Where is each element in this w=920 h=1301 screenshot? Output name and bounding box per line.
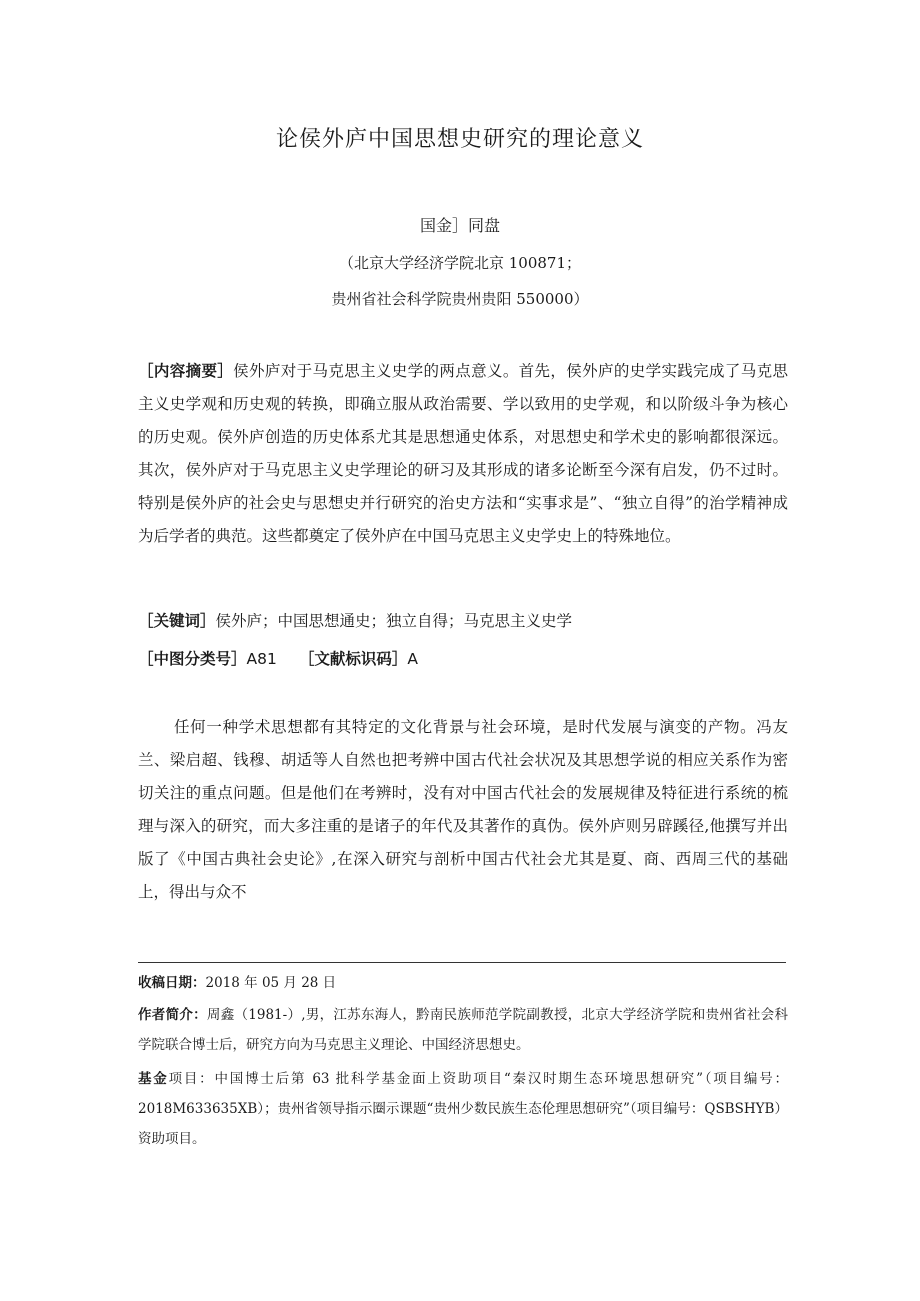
abstract-label: ［内容摘要］ (138, 362, 234, 380)
footnote-author (138, 1000, 788, 1060)
doc-code-label: ［文献标识码］ (298, 650, 408, 668)
keywords (138, 606, 788, 636)
received-label: 收稿日期： (138, 975, 206, 991)
clc-label: ［中图分类号］ (138, 650, 247, 668)
affiliation-line-1: （北京大学经济学院北京 100871； (338, 254, 582, 272)
abstract-text: 侯外庐对于马克思主义史学的两点意义。首先，侯外庐的史学实践完成了马克思主义史学观和历史观的转换，即确立服从政治需要、学以致用的史学观，和以阶级斗争为核心的历史观。侯外庐创造的历史体系尤其是思想通史体系，对思想史和学术史的影响都很深远。其次，侯外庐对于马克思主义史学理论的研习及其形成的诸多论断至今深有启发，仍不过时。特别是侯外庐的社会史与思想史并行研究的治史方法和“实事求是”、“独立自得”的治学精神成为后学者的典范。这些都奠定了侯外庐在中国马克思主义史学史上的特殊地位。 (138, 362, 788, 545)
body-paragraph: 任何一种学术思想都有其特定的文化背景与社会环境，是时代发展与演变的产物。冯友兰、梁启超、钱穆、胡适等人自然也把考辨中国古代社会状况及其思想学说的相应关系作为密切关注的重点问题。但是他们在考辨时，没有对中国古代社会的发展规律及特征进行系统的梳理与深入的研究，而大多注重的是诸子的年代及其著作的真伪。侯外庐则另辟蹊径,他撰写并出版了《中国古典社会史论》,在深入研究与剖析中国古代社会尤其是夏、商、西周三代的基础上，得出与众不 (138, 718, 788, 901)
paper-title: 论侯外庐中国思想史研究的理论意义 (275, 127, 644, 152)
keywords-label: ［关键词］ (138, 612, 216, 630)
footnote-received (138, 968, 788, 998)
author-value: 周鑫（1981-）,男，江苏东海人，黔南民族师范学院副教授，北京大学经济学院和贵州省社会科学院联合博士后，研究方向为马克思主义理论、中国经济思想史。 (138, 1007, 788, 1053)
abstract (138, 355, 788, 553)
fund-value: 项目：中国博士后第 63 批科学基金面上资助项目“秦汉时期生态环境思想研究”（项目编号：2018M633635XB）；贵州省领导指示圈示课题“贵州少数民族生态伦理思想研究”（项目编号：QSBSHYB）资助项目。 (138, 1071, 788, 1147)
classification-line (138, 644, 788, 674)
author-label: 作者简介： (138, 1007, 207, 1023)
affiliation-line-2: 贵州省社会科学院贵州贵阳 550000） (331, 290, 589, 308)
fund-label: 基金 (138, 1071, 169, 1087)
keywords-text: 侯外庐；中国思想通史；独立自得；马克思主义史学 (215, 612, 573, 630)
footnote-fund (138, 1064, 788, 1154)
paper-authors: 国金］同盘 (419, 216, 500, 235)
footnote-divider (138, 962, 786, 963)
received-value: 2018 年 05 月 28 日 (205, 975, 337, 991)
doc-code-value: A (407, 650, 418, 668)
clc-value: A81 (246, 650, 277, 668)
